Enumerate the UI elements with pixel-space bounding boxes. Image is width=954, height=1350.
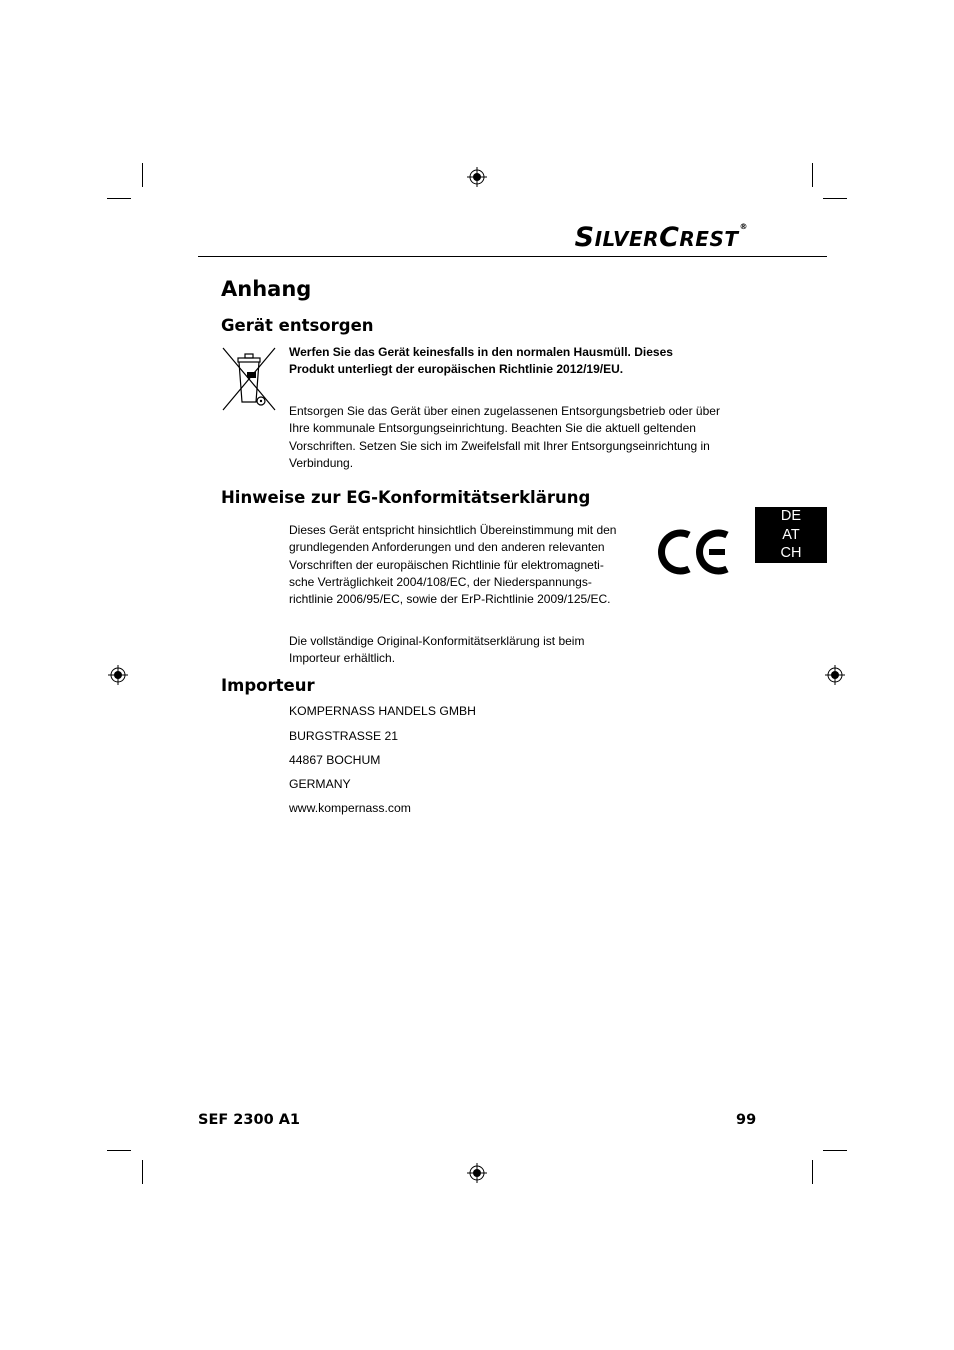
header-rule [198, 256, 827, 257]
country-ch: CH [780, 545, 802, 562]
ce-mark-icon [657, 527, 731, 577]
page-title: Anhang [221, 277, 312, 301]
registration-mark-icon [467, 167, 487, 187]
registration-mark-icon [108, 665, 128, 685]
disposal-body: Entsorgen Sie das Gerät über einen zugelassenen Entsorgungsbetrieb oder über Ihre kommunale Entsorgungseinrichtung. Beachten Sie die aktuell geltenden Vorschriften. Setzen Sie sich im Zweifelsfall mit Ihrer Entsorgungseinrichtung in Verbindung. [289, 404, 720, 470]
importer-country: GERMANY [289, 777, 351, 791]
crop-mark [142, 163, 143, 187]
brand-logo: SILVERCREST® [574, 222, 748, 253]
crop-mark [142, 1160, 143, 1184]
country-de: DE [780, 508, 802, 525]
importer-website: www.kompernass.com [289, 801, 411, 815]
page-number: 99 [736, 1112, 757, 1128]
crossed-out-bin-icon [221, 346, 277, 412]
model-number: SEF 2300 A1 [198, 1112, 301, 1128]
country-at: AT [782, 526, 800, 543]
importer-heading: Importeur [221, 676, 315, 695]
conformity-note: Die vollständige Original-Konformitätserklärung ist beim Importeur erhältlich. [289, 634, 585, 666]
crop-mark [107, 198, 131, 199]
crop-mark [812, 1160, 813, 1184]
crop-mark [107, 1150, 131, 1151]
country-badge [755, 507, 827, 563]
conformity-body: Dieses Gerät entspricht hinsichtlich Übereinstimmung mit den grundlegenden Anforderungen und den anderen relevanten Vorschriften der europäischen Richtlinie für elektromagneti-sche Verträglichkeit 2004/108/EC, der Niederspannungs-richtlinie 2006/95/EC, sowie der ErP-Richtlinie 2009/125/EC. [289, 523, 617, 607]
registration-mark-icon [467, 1163, 487, 1183]
registration-mark-icon [825, 665, 845, 685]
disposal-heading: Gerät entsorgen [221, 316, 374, 335]
crop-mark [823, 198, 847, 199]
disposal-warning: Werfen Sie das Gerät keinesfalls in den normalen Hausmüll. Dieses Produkt unterliegt der europäischen Richtlinie 2012/19/EU. [289, 345, 673, 377]
crop-mark [812, 163, 813, 187]
importer-city: 44867 BOCHUM [289, 753, 381, 767]
crop-mark [823, 1150, 847, 1151]
importer-street: BURGSTRASSE 21 [289, 729, 399, 743]
conformity-heading: Hinweise zur EG-Konformitätserklärung [221, 488, 591, 507]
importer-company: KOMPERNASS HANDELS GMBH [289, 704, 476, 718]
